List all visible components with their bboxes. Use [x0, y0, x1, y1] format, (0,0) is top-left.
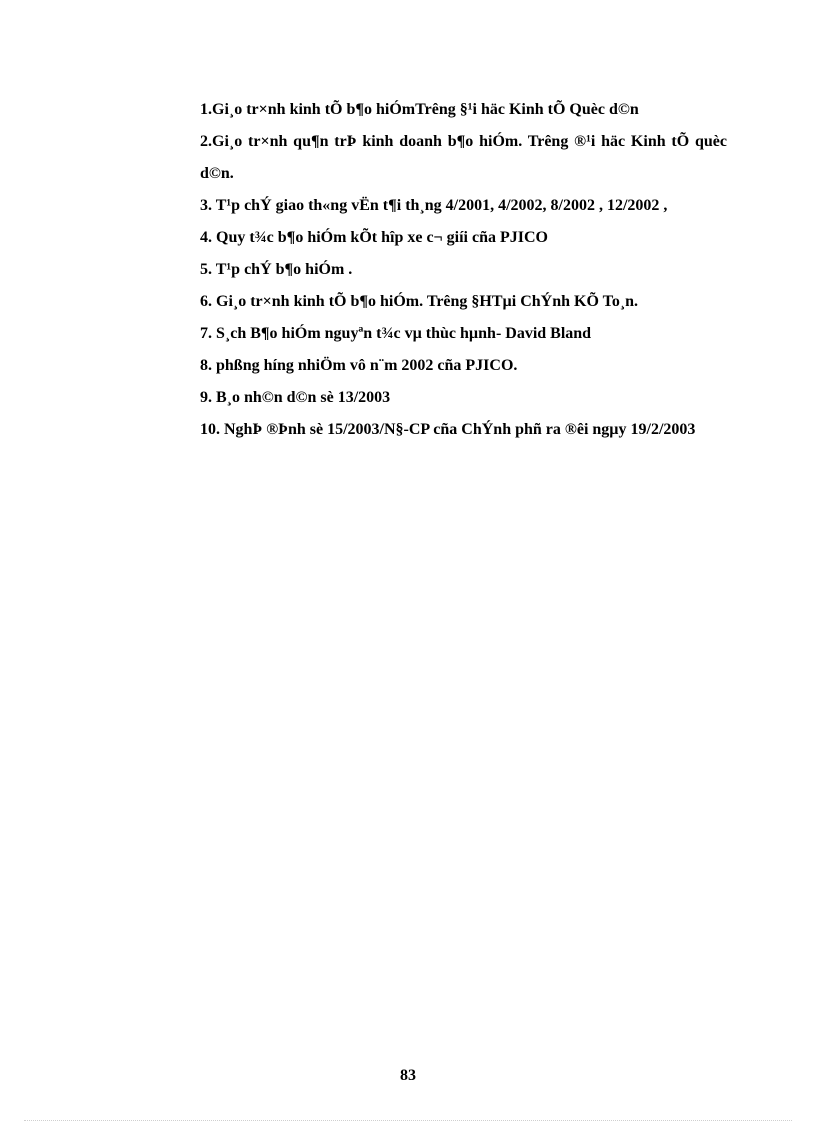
reference-item-10: 10. NghÞ ®Þnh sè 15/2003/N§-CP cña ChÝnh phñ ra ®êi ngµy 19/2/2003 — [200, 421, 696, 438]
reference-item-6: 6. Gi¸o tr×nh kinh tÕ b¶o hiÓm. Trêng §HTµi ChÝnh KÕ To¸n. — [200, 293, 639, 310]
reference-item-1: 1.Gi¸o tr×nh kinh tÕ b¶o hiÓmTrêng §¹i häc Kinh tÕ Quèc d©n — [200, 101, 639, 118]
page-number: 83 — [400, 1067, 416, 1084]
reference-item-5: 5. T¹p chÝ b¶o hiÓm . — [200, 261, 353, 278]
reference-item-9: 9. B¸o nh©n d©n sè 13/2003 — [200, 389, 391, 406]
reference-item-2: 2.Gi¸o tr×nh qu¶n trÞ kinh doanh b¶o hiÓm. Trêng ®¹i häc Kinh tÕ quèc d©n. — [200, 133, 727, 182]
reference-item-8: 8. phßng híng nhiÖm vô n¨m 2002 cña PJICO. — [200, 357, 518, 374]
reference-item-3: 3. T¹p chÝ giao th«ng vËn t¶i th¸ng 4/2001, 4/2002, 8/2002 , 12/2002 , — [200, 197, 668, 214]
reference-list — [125, 94, 727, 446]
footer-divider — [24, 1120, 792, 1121]
reference-item-7: 7. S¸ch B¶o hiÓm nguyªn t¾c vµ thùc hµnh- David Bland — [200, 325, 592, 342]
reference-item-4: 4. Quy t¾c b¶o hiÓm kÕt hîp xe c¬ giíi cña PJICO — [200, 229, 548, 246]
